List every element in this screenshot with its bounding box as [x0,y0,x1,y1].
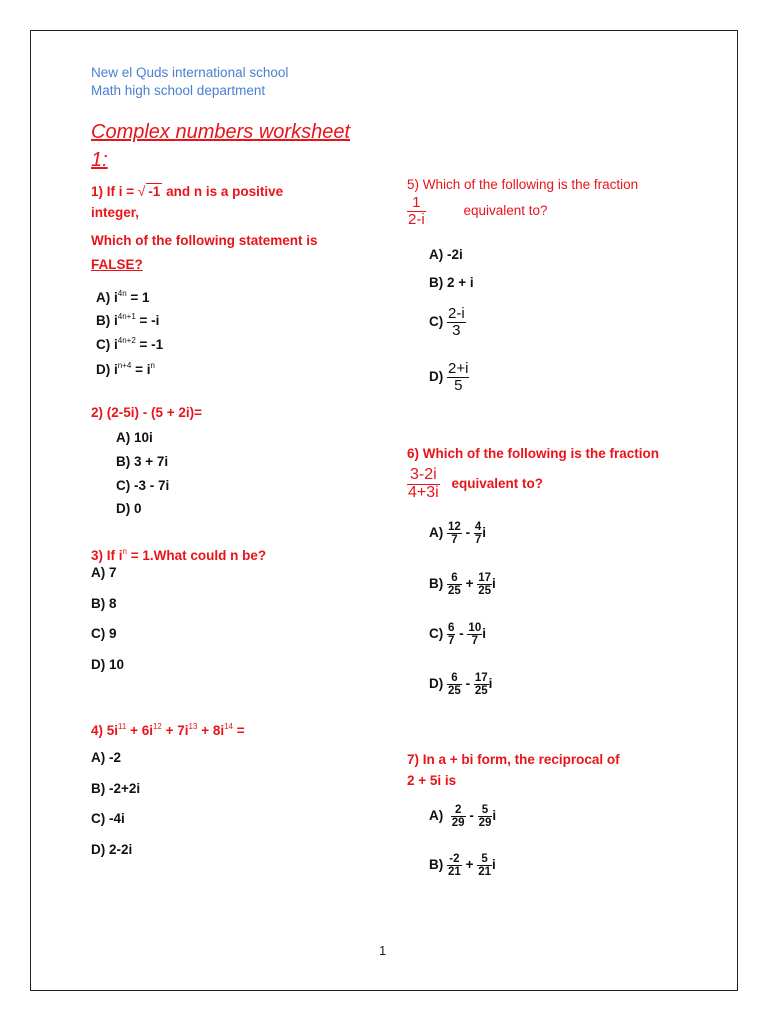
q5-fraction [407,195,426,228]
school-name: New el Quds international school [91,65,289,80]
q6-c-n1: 6 [448,622,455,634]
q7-a-frac2 [478,804,493,829]
q7-a-n1: 2 [451,804,466,817]
question-6: 6) Which of the following is the fraction [407,446,659,461]
q7-a-n2: 5 [478,804,493,817]
page-number: 1 [379,943,387,958]
q1-option-d[interactable] [96,356,155,380]
q7-option-b[interactable] [429,853,496,878]
q6-option-c[interactable] [429,622,486,647]
q1-tail: and n is a positive [162,184,284,199]
q5-option-d-fraction [447,361,469,394]
q6-d-frac2 [474,672,489,697]
q6-b-suffix: i [492,576,496,592]
q6-option-a-label: A) [429,525,444,541]
q6-b-d2: 25 [478,585,491,598]
q7-b-suffix: i [492,857,496,873]
q4-option-a[interactable]: A) -2 [91,750,121,765]
q7-b-n1: -2 [447,853,462,866]
q5-option-c-den: 3 [452,321,461,339]
q1-option-d-rest: = i [131,362,151,377]
q5-option-c[interactable] [429,306,466,339]
q4-exp-2: 12 [152,722,162,731]
q7-b-op: + [461,857,478,873]
q1-option-a[interactable] [96,284,150,308]
q7-b-n2: 5 [477,853,492,866]
worksheet-title: Complex numbers worksheet [91,121,350,143]
q1-option-d-exp: n+4 [117,361,132,370]
q6-a-op: - [461,525,474,541]
q6-a-frac2 [474,521,482,546]
q3-option-c[interactable]: C) 9 [91,626,117,641]
q6-a-suffix: i [482,525,486,541]
q6-a-n2: 4 [474,521,482,533]
q7-line2: 2 + 5i is [407,773,457,788]
q6-d-n1: 6 [447,672,462,685]
q3-text: 3) If i [91,548,123,563]
q1-false-word: FALSE? [91,257,143,272]
question-2: 2) (2-5i) - (5 + 2i)= [91,405,203,420]
q4-option-c[interactable]: C) -4i [91,811,125,826]
q3-exp: n [122,547,127,556]
q6-d-d2: 25 [474,685,488,698]
question-1 [91,182,283,202]
q6-b-frac1 [447,572,462,597]
q6-b-d1: 25 [448,585,461,598]
q7-b-frac2 [477,853,492,878]
q6-b-n2: 17 [478,572,491,584]
q6-tail: equivalent to? [451,475,543,491]
q7-a-frac1 [451,804,466,829]
q1-option-d-text: D) i [96,362,118,377]
q6-d-op: - [461,676,474,692]
question-7: 7) In a + bi form, the reciprocal of [407,752,620,767]
q7-b-d1: 21 [448,866,461,879]
q1-option-c-exp: 4n+2 [117,336,136,345]
sqrt-symbol: √ [137,184,146,199]
q6-option-d-label: D) [429,676,444,692]
q1-option-a-exp: 4n [117,289,127,298]
question-3 [91,542,266,566]
q1-option-b-text: B) i [96,313,118,328]
q4-option-b[interactable]: B) -2+2i [91,781,141,796]
q1-option-d-exp2: n [150,361,155,370]
question-5: 5) Which of the following is the fraction [407,177,639,192]
q5-option-d-den: 5 [454,376,463,394]
q5-fraction-line [407,195,548,228]
q5-option-d-num: 2+i [448,360,469,377]
q6-d-n2: 17 [474,672,488,684]
q6-a-d1: 7 [451,534,458,547]
q1-line3: Which of the following statement is [91,233,318,248]
q6-option-b-label: B) [429,576,444,592]
q6-c-frac2 [467,622,482,647]
q6-option-a[interactable] [429,521,486,546]
q5-tail: equivalent to? [463,202,548,218]
q7-b-frac1 [447,853,462,878]
q7-a-op: - [465,808,478,824]
q6-c-d1: 7 [448,635,455,648]
q7-option-a[interactable] [429,804,496,829]
q4-term-1: 4) 5i [91,723,119,738]
q5-option-a[interactable]: A) -2i [429,247,463,262]
q5-option-c-label: C) [429,313,444,329]
q6-fraction [407,467,440,502]
q6-denominator: 4+3i [408,483,439,501]
q3-option-a[interactable]: A) 7 [91,565,117,580]
q2-option-b[interactable]: B) 3 + 7i [116,454,169,469]
q1-option-a-text: A) i [96,290,118,305]
q6-b-frac2 [477,572,492,597]
q2-option-d[interactable]: D) 0 [116,501,142,516]
q5-option-b[interactable]: B) 2 + i [429,275,474,290]
q1-lead: 1) If i = [91,184,138,199]
q6-a-frac1 [447,521,462,546]
q6-d-d1: 25 [448,685,461,698]
q6-option-c-label: C) [429,626,444,642]
q3-option-d[interactable]: D) 10 [91,657,125,672]
q4-exp-1: 11 [118,722,127,731]
q6-c-op: - [455,626,468,642]
q6-numerator: 3-2i [407,467,440,485]
q4-term-4: + 8i [197,723,225,738]
q7-b-d2: 21 [478,866,491,879]
q5-option-c-fraction [447,306,466,339]
q5-option-c-num: 2-i [448,305,465,322]
q6-c-suffix: i [482,626,486,642]
q5-denominator: 2-i [408,210,425,228]
q3-rest: = 1.What could n be? [126,548,267,563]
q6-b-op: + [461,576,478,592]
q1-option-b[interactable] [96,307,159,331]
q1-line2: integer, [91,205,140,220]
q6-a-n1: 12 [448,521,461,533]
q1-option-c-rest: = -1 [135,337,164,352]
q6-b-n1: 6 [447,572,462,585]
q1-option-a-rest: = 1 [126,290,150,305]
q6-d-frac1 [447,672,462,697]
q1-option-b-rest: = -i [135,313,160,328]
q4-exp-4: 14 [224,722,234,731]
q5-option-d-label: D) [429,368,444,384]
q7-a-d2: 29 [478,817,492,830]
q6-d-suffix: i [488,676,493,692]
q1-option-c[interactable] [96,331,163,355]
worksheet-title-line2: 1: [91,149,108,171]
q4-term-3: + 7i [161,723,189,738]
q7-option-a-label: A) [429,808,444,824]
q6-a-d2: 7 [474,534,482,547]
q3-option-b[interactable]: B) 8 [91,596,117,611]
q6-option-d[interactable] [429,672,492,697]
q7-a-suffix: i [492,808,497,824]
q1-option-b-exp: 4n+1 [117,312,136,321]
worksheet-page [30,30,738,991]
q4-end: = [233,723,245,738]
q2-option-c[interactable]: C) -3 - 7i [116,478,170,493]
q6-c-n2: 10 [468,622,482,634]
question-4 [91,717,245,741]
department-name: Math high school department [91,83,266,98]
q1-line4 [91,255,143,275]
q5-option-d[interactable] [429,361,469,394]
q2-option-a[interactable]: A) 10i [116,430,153,445]
q6-fraction-line [407,467,543,502]
q6-c-d2: 7 [471,635,479,648]
q1-option-c-text: C) i [96,337,118,352]
q4-exp-3: 13 [188,722,198,731]
q5-numerator: 1 [407,195,426,212]
q4-option-d[interactable]: D) 2-2i [91,842,133,857]
q6-option-b[interactable] [429,572,496,597]
q1-radicand: -1 [148,184,161,199]
q7-a-d1: 29 [451,817,465,830]
q4-term-2: + 6i [126,723,153,738]
q7-option-b-label: B) [429,857,444,873]
